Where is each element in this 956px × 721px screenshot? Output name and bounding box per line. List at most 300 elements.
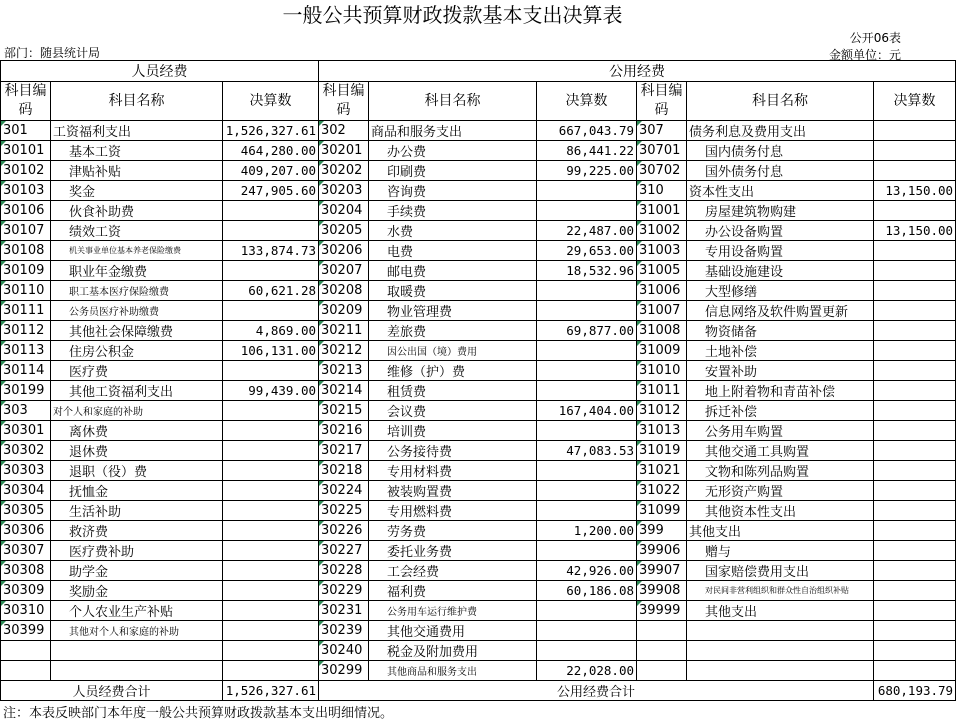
subject-name: 土地补偿 [687,341,874,361]
subject-code [637,621,687,641]
subject-code: 31008 [637,321,687,341]
subject-name: 拆迁补偿 [687,401,874,421]
amount-value [874,401,956,421]
subject-name: 大型修缮 [687,281,874,301]
table-row [1,501,956,521]
subject-code: 30303 [1,461,51,481]
amount-value [537,601,637,621]
subject-name: 赠与 [687,541,874,561]
subject-code: 30240 [319,641,369,661]
subject-name [51,661,223,681]
subject-name: 印刷费 [369,161,537,181]
subject-code: 31007 [637,301,687,321]
subject-name: 公务员医疗补助缴费 [51,301,223,321]
amount-value [223,501,319,521]
subject-name: 机关事业单位基本养老保险缴费 [51,241,223,261]
amount-value [874,341,956,361]
subject-code: 30103 [1,181,51,201]
subject-name: 地上附着物和青苗补偿 [687,381,874,401]
amount-value: 409,207.00 [223,161,319,181]
subject-name: 国内债务付息 [687,141,874,161]
subject-code: 30399 [1,621,51,641]
table-row [1,321,956,341]
subject-code: 31003 [637,241,687,261]
subject-name: 抚恤金 [51,481,223,501]
subject-name: 被装购置费 [369,481,537,501]
col-header-name: 科目名称 [51,82,223,121]
subject-name: 工资福利支出 [51,121,223,141]
amount-value [874,621,956,641]
amount-value [223,421,319,441]
amount-value: 99,439.00 [223,381,319,401]
subject-code: 30203 [319,181,369,201]
amount-value [874,361,956,381]
subject-code: 30201 [319,141,369,161]
subject-code: 30228 [319,561,369,581]
amount-value [223,221,319,241]
subject-name: 办公费 [369,141,537,161]
subject-name: 工会经费 [369,561,537,581]
subject-name: 职业年金缴费 [51,261,223,281]
subject-code: 31001 [637,201,687,221]
subject-name: 助学金 [51,561,223,581]
subject-code: 30239 [319,621,369,641]
amount-value: 106,131.00 [223,341,319,361]
subject-name: 对个人和家庭的补助 [51,401,223,421]
amount-value [223,361,319,381]
subject-name: 维修（护）费 [369,361,537,381]
table-row [1,621,956,641]
amount-value [537,481,637,501]
amount-value: 47,083.53 [537,441,637,461]
table-row [1,381,956,401]
subject-name: 其他交通工具购置 [687,441,874,461]
subject-name: 咨询费 [369,181,537,201]
col-header-code: 科目编码 [1,82,51,121]
subject-code: 30113 [1,341,51,361]
amount-value [874,141,956,161]
subject-code: 30225 [319,501,369,521]
table-row [1,221,956,241]
table-row [1,121,956,141]
subject-name: 其他对个人和家庭的补助 [51,621,223,641]
subject-code [637,661,687,681]
subject-code: 30110 [1,281,51,301]
subject-name: 电费 [369,241,537,261]
subject-name: 其他社会保障缴费 [51,321,223,341]
subject-name: 职工基本医疗保险缴费 [51,281,223,301]
subject-name: 奖金 [51,181,223,201]
total-public-label: 公用经费合计 [319,681,874,701]
subject-name: 退休费 [51,441,223,461]
subject-name: 绩效工资 [51,221,223,241]
subject-code: 30231 [319,601,369,621]
subject-name: 房屋建筑物购建 [687,201,874,221]
col-header-amount: 决算数 [223,82,319,121]
subject-name: 其他工资福利支出 [51,381,223,401]
table-row [1,141,956,161]
amount-value: 86,441.22 [537,141,637,161]
subject-code: 30306 [1,521,51,541]
amount-value [874,641,956,661]
table-row [1,641,956,661]
amount-value [223,481,319,501]
table-row [1,541,956,561]
subject-name: 其他商品和服务支出 [369,661,537,681]
subject-name: 培训费 [369,421,537,441]
subject-name: 公务用车购置 [687,421,874,441]
page-title: 一般公共预算财政拨款基本支出决算表 [282,3,623,27]
subject-name: 救济费 [51,521,223,541]
footnote: 注：本表反映部门本年度一般公共预算财政拨款基本支出明细情况。 [3,706,394,721]
subject-name: 退职（役）费 [51,461,223,481]
subject-code: 301 [1,121,51,141]
amount-value [537,381,637,401]
amount-value [874,381,956,401]
amount-value: 667,043.79 [537,121,637,141]
subject-name: 商品和服务支出 [369,121,537,141]
subject-code: 30229 [319,581,369,601]
subject-name: 水费 [369,221,537,241]
subject-code: 30299 [319,661,369,681]
amount-value: 13,150.00 [874,181,956,201]
subject-name: 基本工资 [51,141,223,161]
subject-code [1,661,51,681]
subject-name: 专用燃料费 [369,501,537,521]
expenditure-table [0,60,956,701]
table-row [1,261,956,281]
amount-value: 1,200.00 [537,521,637,541]
amount-value [874,661,956,681]
subject-name: 离休费 [51,421,223,441]
subject-name: 债务利息及费用支出 [687,121,874,141]
subject-name: 公务用车运行维护费 [369,601,537,621]
subject-name: 专用材料费 [369,461,537,481]
amount-value: 1,526,327.61 [223,121,319,141]
amount-value [537,181,637,201]
subject-code: 30224 [319,481,369,501]
subject-code: 30310 [1,601,51,621]
amount-value [223,541,319,561]
unit-label: 金额单位：元 [828,48,901,62]
subject-name [687,661,874,681]
amount-value [537,501,637,521]
amount-value [223,441,319,461]
subject-code: 30205 [319,221,369,241]
table-row [1,561,956,581]
subject-code: 31010 [637,361,687,381]
amount-value [874,481,956,501]
subject-name: 物业管理费 [369,301,537,321]
subject-code: 39908 [637,581,687,601]
subject-name: 对民间非营利组织和群众性自治组织补贴 [687,581,874,601]
amount-value: 42,926.00 [537,561,637,581]
subject-name: 国外债务付息 [687,161,874,181]
subject-name: 办公设备购置 [687,221,874,241]
subject-code: 31005 [637,261,687,281]
table-row [1,301,956,321]
amount-value [223,201,319,221]
subject-code: 30209 [319,301,369,321]
subject-code: 39999 [637,601,687,621]
subject-name: 其他支出 [687,601,874,621]
subject-code: 30304 [1,481,51,501]
amount-value: 247,905.60 [223,181,319,201]
subject-code: 30102 [1,161,51,181]
amount-value [223,261,319,281]
subject-name: 物资储备 [687,321,874,341]
amount-value: 69,877.00 [537,321,637,341]
subject-name: 安置补助 [687,361,874,381]
col-header-amount: 决算数 [874,82,956,121]
subject-code: 30112 [1,321,51,341]
table-row [1,341,956,361]
amount-value [537,421,637,441]
table-row [1,281,956,301]
col-header-code: 科目编码 [637,82,687,121]
amount-value: 13,150.00 [874,221,956,241]
subject-name: 资本性支出 [687,181,874,201]
amount-value [537,341,637,361]
subject-code: 30305 [1,501,51,521]
subject-code: 31009 [637,341,687,361]
amount-value [223,641,319,661]
form-number: 公开06表 [849,31,901,45]
subject-code: 31006 [637,281,687,301]
subject-code: 30206 [319,241,369,261]
subject-code: 30215 [319,401,369,421]
subject-code: 30109 [1,261,51,281]
subject-code: 31021 [637,461,687,481]
subject-code: 31022 [637,481,687,501]
subject-name: 医疗费 [51,361,223,381]
amount-value [874,201,956,221]
subject-name: 文物和陈列品购置 [687,461,874,481]
table-row [1,361,956,381]
table-row [1,481,956,501]
amount-value [537,621,637,641]
table-row [1,461,956,481]
amount-value [223,301,319,321]
table-row [1,181,956,201]
subject-code: 30702 [637,161,687,181]
subject-code: 30307 [1,541,51,561]
subject-code: 30207 [319,261,369,281]
amount-value [537,281,637,301]
table-row [1,661,956,681]
subject-code: 30212 [319,341,369,361]
subject-code: 31019 [637,441,687,461]
total-public-amount: 680,193.79 [874,681,956,701]
amount-value [537,461,637,481]
subject-code: 302 [319,121,369,141]
amount-value [874,421,956,441]
subject-code: 30199 [1,381,51,401]
subject-name: 税金及附加费用 [369,641,537,661]
department-label: 部门：随县统计局 [4,46,101,60]
subject-name: 医疗费补助 [51,541,223,561]
subject-code: 30218 [319,461,369,481]
section-personnel-header: 人员经费 [1,61,319,82]
subject-code: 30101 [1,141,51,161]
subject-name: 取暖费 [369,281,537,301]
amount-value: 18,532.96 [537,261,637,281]
amount-value [874,521,956,541]
subject-code: 31099 [637,501,687,521]
subject-code: 30208 [319,281,369,301]
section-public-header: 公用经费 [319,61,956,82]
table-row [1,421,956,441]
amount-value: 60,621.28 [223,281,319,301]
subject-name [687,621,874,641]
subject-name: 个人农业生产补贴 [51,601,223,621]
amount-value: 4,869.00 [223,321,319,341]
amount-value [874,321,956,341]
subject-code: 31013 [637,421,687,441]
subject-name: 奖励金 [51,581,223,601]
subject-code: 30106 [1,201,51,221]
subject-code: 39906 [637,541,687,561]
subject-name: 津贴补贴 [51,161,223,181]
table-row [1,441,956,461]
amount-value [537,201,637,221]
subject-code: 399 [637,521,687,541]
amount-value [537,541,637,561]
subject-code: 307 [637,121,687,141]
subject-name: 差旅费 [369,321,537,341]
amount-value [223,561,319,581]
amount-value [874,541,956,561]
amount-value [874,601,956,621]
amount-value [874,581,956,601]
amount-value: 99,225.00 [537,161,637,181]
amount-value: 60,186.08 [537,581,637,601]
amount-value [874,461,956,481]
amount-value [223,581,319,601]
amount-value [874,441,956,461]
subject-code: 30213 [319,361,369,381]
subject-code [1,641,51,661]
subject-code: 30211 [319,321,369,341]
amount-value: 22,028.00 [537,661,637,681]
subject-name: 租赁费 [369,381,537,401]
subject-code: 310 [637,181,687,201]
subject-code: 30308 [1,561,51,581]
subject-code: 30216 [319,421,369,441]
total-personnel-amount: 1,526,327.61 [223,681,319,701]
col-header-amount: 决算数 [537,82,637,121]
amount-value: 464,280.00 [223,141,319,161]
subject-name: 福利费 [369,581,537,601]
amount-value [874,281,956,301]
subject-code: 30204 [319,201,369,221]
amount-value [874,241,956,261]
amount-value [223,621,319,641]
subject-name: 国家赔偿费用支出 [687,561,874,581]
subject-code: 31011 [637,381,687,401]
subject-code: 30107 [1,221,51,241]
table-row [1,161,956,181]
amount-value [874,561,956,581]
subject-name: 劳务费 [369,521,537,541]
amount-value [223,601,319,621]
amount-value: 167,404.00 [537,401,637,421]
subject-code: 30108 [1,241,51,261]
subject-name: 会议费 [369,401,537,421]
amount-value: 29,653.00 [537,241,637,261]
subject-code: 30301 [1,421,51,441]
amount-value: 22,487.00 [537,221,637,241]
subject-name: 专用设备购置 [687,241,874,261]
subject-name: 信息网络及软件购置更新 [687,301,874,321]
amount-value [223,521,319,541]
subject-name [51,641,223,661]
subject-code: 39907 [637,561,687,581]
amount-value [874,161,956,181]
subject-name: 无形资产购置 [687,481,874,501]
col-header-name: 科目名称 [369,82,537,121]
amount-value [223,661,319,681]
subject-code: 30214 [319,381,369,401]
subject-name: 委托业务费 [369,541,537,561]
subject-name: 生活补助 [51,501,223,521]
subject-code: 31002 [637,221,687,241]
table-row [1,521,956,541]
subject-code: 30701 [637,141,687,161]
subject-code: 30309 [1,581,51,601]
subject-name: 因公出国（境）费用 [369,341,537,361]
subject-name: 其他交通费用 [369,621,537,641]
subject-name: 邮电费 [369,261,537,281]
subject-code: 30202 [319,161,369,181]
subject-code: 303 [1,401,51,421]
subject-code: 30114 [1,361,51,381]
amount-value [537,301,637,321]
subject-name: 基础设施建设 [687,261,874,281]
subject-name: 伙食补助费 [51,201,223,221]
amount-value [874,501,956,521]
table-row [1,241,956,261]
subject-code [637,641,687,661]
subject-name: 公务接待费 [369,441,537,461]
subject-name: 手续费 [369,201,537,221]
amount-value [874,301,956,321]
subject-code: 30302 [1,441,51,461]
total-personnel-label: 人员经费合计 [1,681,223,701]
subject-code: 30227 [319,541,369,561]
subject-code: 30217 [319,441,369,461]
subject-code: 31012 [637,401,687,421]
col-header-code: 科目编码 [319,82,369,121]
subject-name: 住房公积金 [51,341,223,361]
amount-value [223,461,319,481]
subject-name: 其他资本性支出 [687,501,874,521]
amount-value: 133,874.73 [223,241,319,261]
subject-name [687,641,874,661]
col-header-name: 科目名称 [687,82,874,121]
table-row [1,201,956,221]
subject-code: 30111 [1,301,51,321]
amount-value [537,641,637,661]
table-row [1,581,956,601]
subject-code: 30226 [319,521,369,541]
amount-value [874,121,956,141]
subject-name: 其他支出 [687,521,874,541]
amount-value [223,401,319,421]
amount-value [874,261,956,281]
amount-value [537,361,637,381]
table-row [1,401,956,421]
